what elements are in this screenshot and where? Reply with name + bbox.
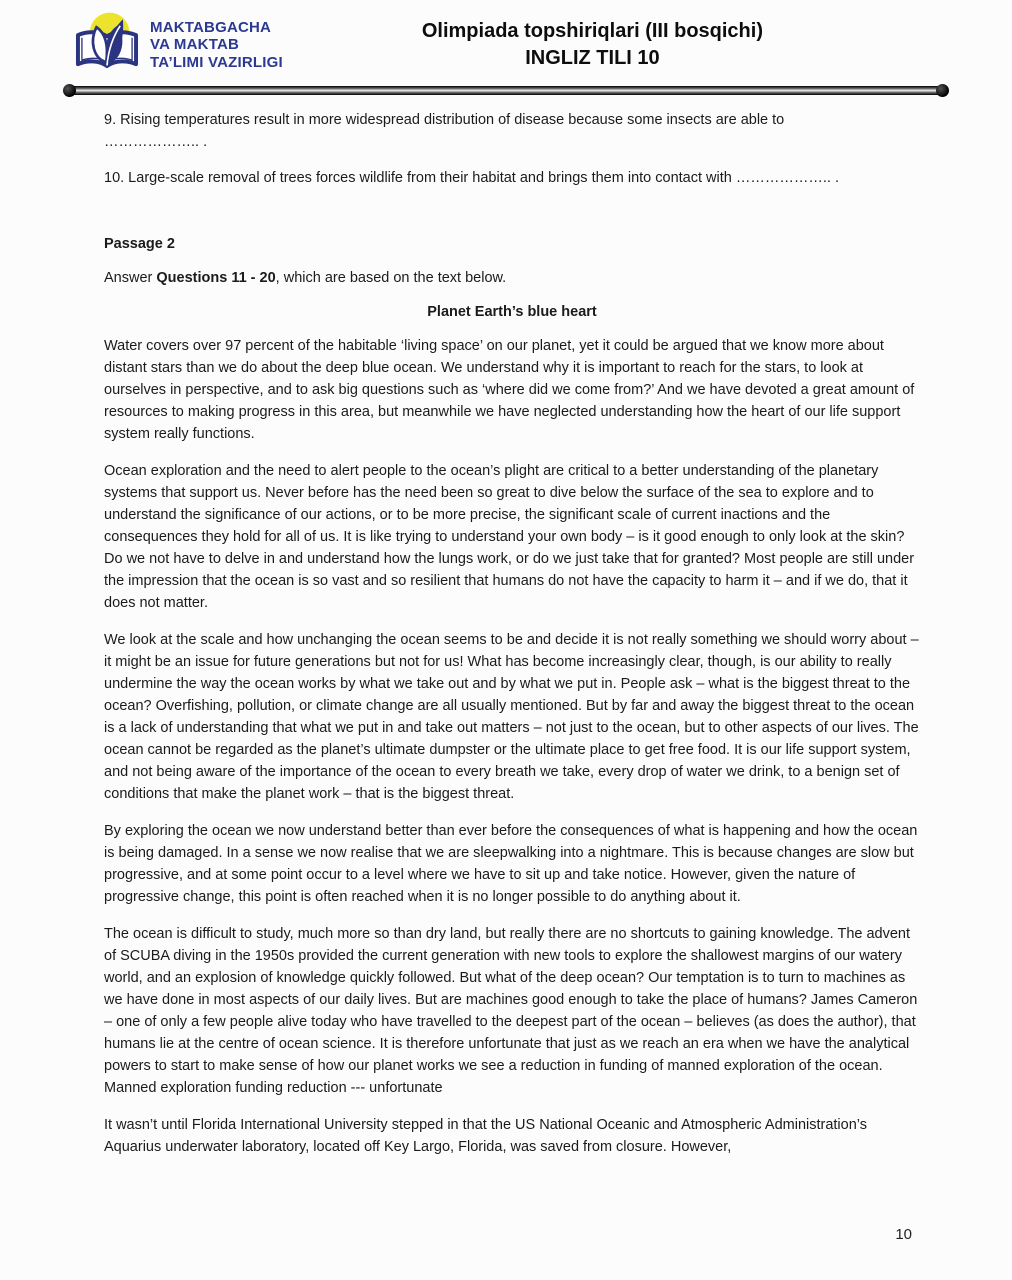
document-title-line2: INGLIZ TILI 10: [525, 47, 660, 69]
passage-title: Planet Earth’s blue heart: [427, 304, 597, 320]
passage-2-label: Passage 2: [104, 236, 175, 252]
passage-instruction: [104, 267, 920, 289]
question-10: [104, 167, 920, 189]
ministry-name-line2: VA MAKTAB: [150, 36, 240, 54]
passage-paragraph-1: Water covers over 97 percent of the habitable ‘living space’ on our planet, yet it could be argued that we know more about distant stars than we do about the deep blue ocean. We understand why it is important to reach for the stars, to look at ourselves in perspective, and to ask big questions such as ‘where did we come from?’ And we have devoted a great amount of resources to making progress in this area, but meanwhile we have neglected understanding how the heart of our life support system really functions.: [104, 338, 915, 442]
passage-paragraph-2: Ocean exploration and the need to alert people to the ocean’s plight are critical to a better understanding of the planetary systems that support us. Never before has the need been so great to dive below the surface of the sea to explore and to understand the significance of our actions, or to be more precise, the significant scale of current inactions and the consequences they hold for all of us. It is like trying to understand your own body – is it good enough to only look at the skin? Do we not have to delve in and understand how the lungs work, or do we just take that for granted? Most people are still under the impression that the ocean is so vast and so resilient that humans do not have the capacity to harm it – and if we do, that it does not matter.: [104, 463, 915, 611]
passage-paragraph-6: It wasn’t until Florida International University stepped in that the US National Oceanic and Atmospheric Administration’s Aquarius underwater laboratory, located off Key Largo, Florida, was saved from closure. However,: [104, 1117, 867, 1155]
document-title: [283, 10, 942, 72]
document-title-line1: Olimpiada topshiriqlari (III bosqichi): [421, 20, 763, 42]
question-9-blank: ……………….. .: [104, 134, 208, 150]
passage-paragraph-4: By exploring the ocean we now understand better than ever before the consequences of what is happening and how the ocean is being damaged. In a sense we now realise that we are sleepwalking into a nightmare. This is because changes are slow but progressive, and at some point occur to a level where we have to sit up and take notice. However, given the nature of progressive change, this point is often reached when it is no longer possible to do anything about it.: [104, 823, 918, 905]
passage-paragraph-3: We look at the scale and how unchanging the ocean seems to be and decide it is not really something we should worry about – it might be an issue for future generations but not for us! What has become increasingly clear, though, is our ability to really undermine the way the ocean works by what we take out and by what we put in. People ask – what is the biggest threat to the ocean? Overfishing, pollution, or climate change are all usually mentioned. But by far and away the biggest threat to the ocean is a lack of understanding that what we put in and take out matters – not just to the ocean, but to other aspects of our lives. The ocean cannot be regarded as the planet’s ultimate dumpster or the ultimate place to get free food. It is our life support system, and not being aware of the importance of the ocean to every breath we take, every drop of water we drink, to a benign set of conditions that make the planet work – that is the biggest threat.: [104, 632, 919, 802]
instruction-suffix: , which are based on the text below.: [275, 270, 507, 286]
instruction-question-range: Questions 11 - 20: [156, 270, 276, 286]
question-9-text: 9. Rising temperatures result in more widespread distribution of disease because some insects are able to: [104, 112, 785, 128]
ministry-logo-icon: [74, 10, 140, 76]
passage-paragraph-5: The ocean is difficult to study, much more so than dry land, but really there are no shortcuts to gaining knowledge. The advent of SCUBA diving in the 1950s provided the current generation with new tools to explore the shallowest margins of our watery world, and an explosion of knowledge quickly followed. But what of the deep ocean? Our temptation is to turn to machines as we have done in most aspects of our daily lives. But are machines good enough to take the place of humans? James Cameron – one of only a few people alive today who have travelled to the deepest part of the ocean – believes (as does the author), that humans lie at the centre of ocean science. It is therefore unfortunate that just as we reach an era when we have the analytical powers to start to make sense of how our planet works we see a reduction in funding of manned exploration of the ocean. Manned exploration funding reduction --- unfortunate: [104, 926, 918, 1096]
ministry-name: [150, 10, 283, 71]
ministry-name-line1: MAKTABGACHA: [150, 19, 272, 36]
page-content: [0, 95, 1012, 1158]
instruction-prefix: Answer: [104, 270, 157, 286]
header-divider: [66, 86, 946, 95]
page-header: [0, 0, 1012, 76]
ministry-name-line3: TA’LIMI VAZIRLIGI: [150, 53, 283, 71]
page-number: 10: [895, 1226, 912, 1243]
ministry-logo: [74, 10, 283, 76]
question-9: [104, 109, 920, 153]
question-10-text: 10. Large-scale removal of trees forces wildlife from their habitat and brings them into contact with ……………….. .: [104, 170, 839, 186]
